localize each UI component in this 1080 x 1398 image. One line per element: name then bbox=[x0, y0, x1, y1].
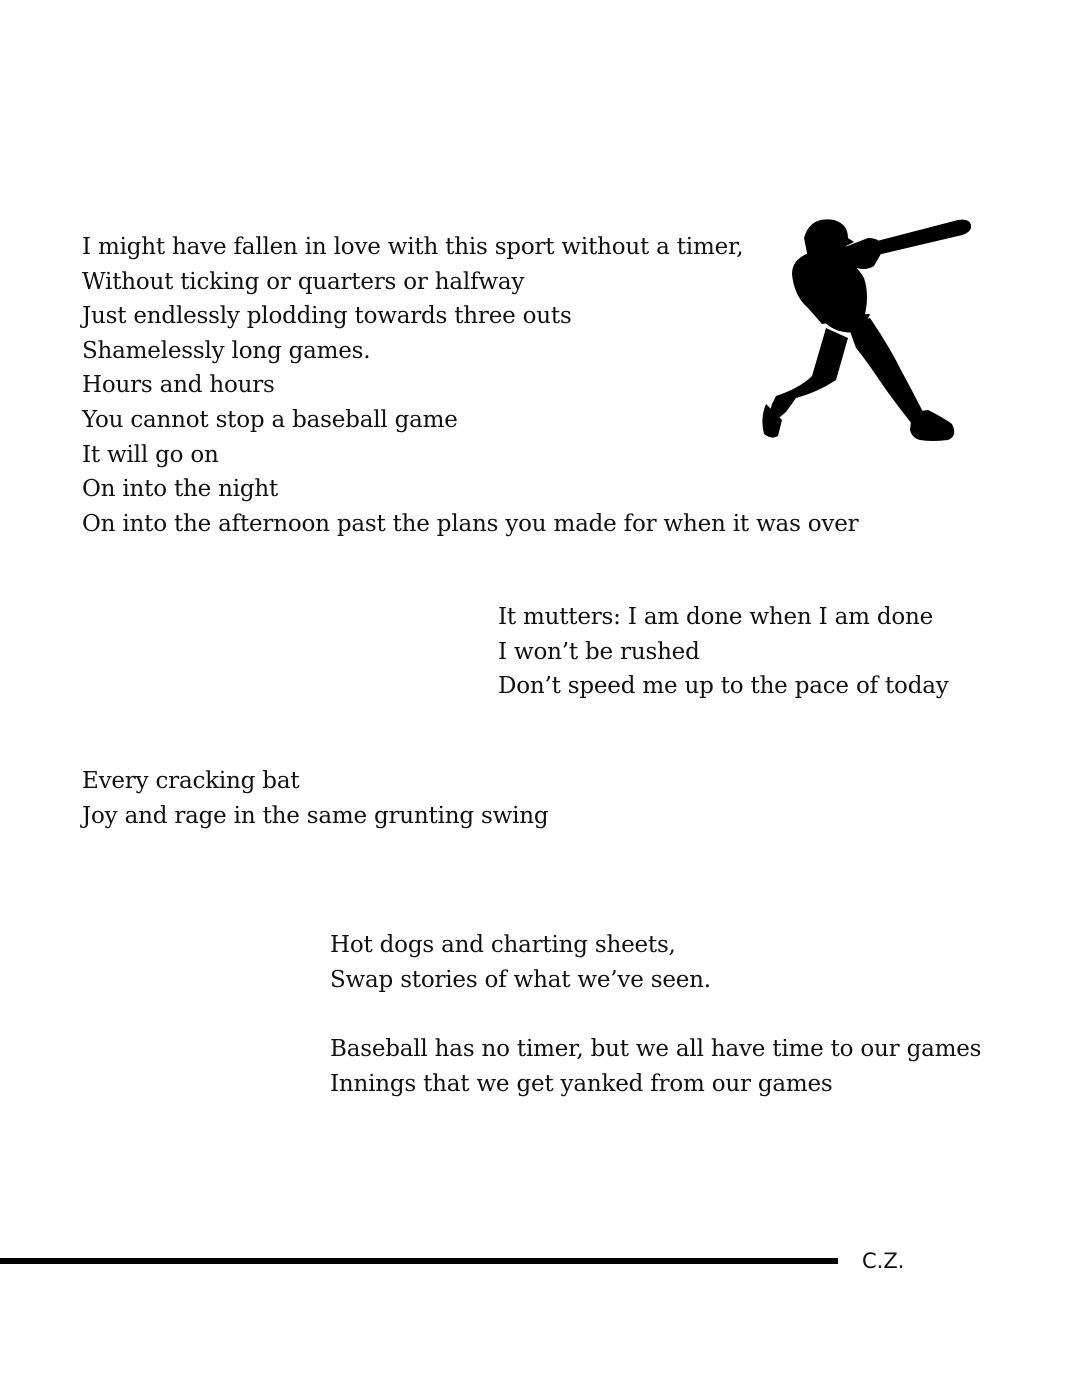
poem-line: Shamelessly long games. bbox=[82, 337, 371, 364]
poem-stanza-5 bbox=[330, 1032, 981, 1101]
poem-line: Hours and hours bbox=[82, 372, 275, 399]
poem-line: Innings that we get yanked from our games bbox=[330, 1070, 833, 1097]
poem-line: I won’t be rushed bbox=[498, 638, 700, 665]
poem-line: Just endlessly plodding towards three outs bbox=[82, 303, 572, 330]
poem-stanza-2 bbox=[498, 600, 949, 704]
poem-stanza-4 bbox=[330, 928, 711, 997]
poem-line: It mutters: I am done when I am done bbox=[498, 604, 934, 630]
baseball-batter-silhouette-icon bbox=[752, 208, 978, 448]
footer-divider-rule bbox=[0, 1258, 838, 1264]
poem-line: Hot dogs and charting sheets, bbox=[330, 932, 676, 958]
poem-stanza-1 bbox=[82, 230, 858, 541]
poem-line: Baseball has no timer, but we all have time to our games bbox=[330, 1036, 982, 1062]
poem-line: On into the afternoon past the plans you made for when it was over bbox=[82, 510, 859, 537]
poem-line: Swap stories of what we’ve seen. bbox=[330, 966, 711, 993]
poem-line: I might have fallen in love with this sport without a timer, bbox=[82, 234, 744, 260]
poem-line: Without ticking or quarters or halfway bbox=[82, 268, 525, 295]
author-signature: C.Z. bbox=[862, 1249, 905, 1273]
poem-line: Every cracking bat bbox=[82, 768, 300, 794]
poem-line: You cannot stop a baseball game bbox=[82, 406, 458, 433]
poem-line: It will go on bbox=[82, 441, 219, 468]
poem-line: On into the night bbox=[82, 476, 279, 503]
poem-line: Don’t speed me up to the pace of today bbox=[498, 673, 949, 700]
poem-line: Joy and rage in the same grunting swing bbox=[82, 802, 549, 829]
poem-stanza-3 bbox=[82, 764, 548, 833]
